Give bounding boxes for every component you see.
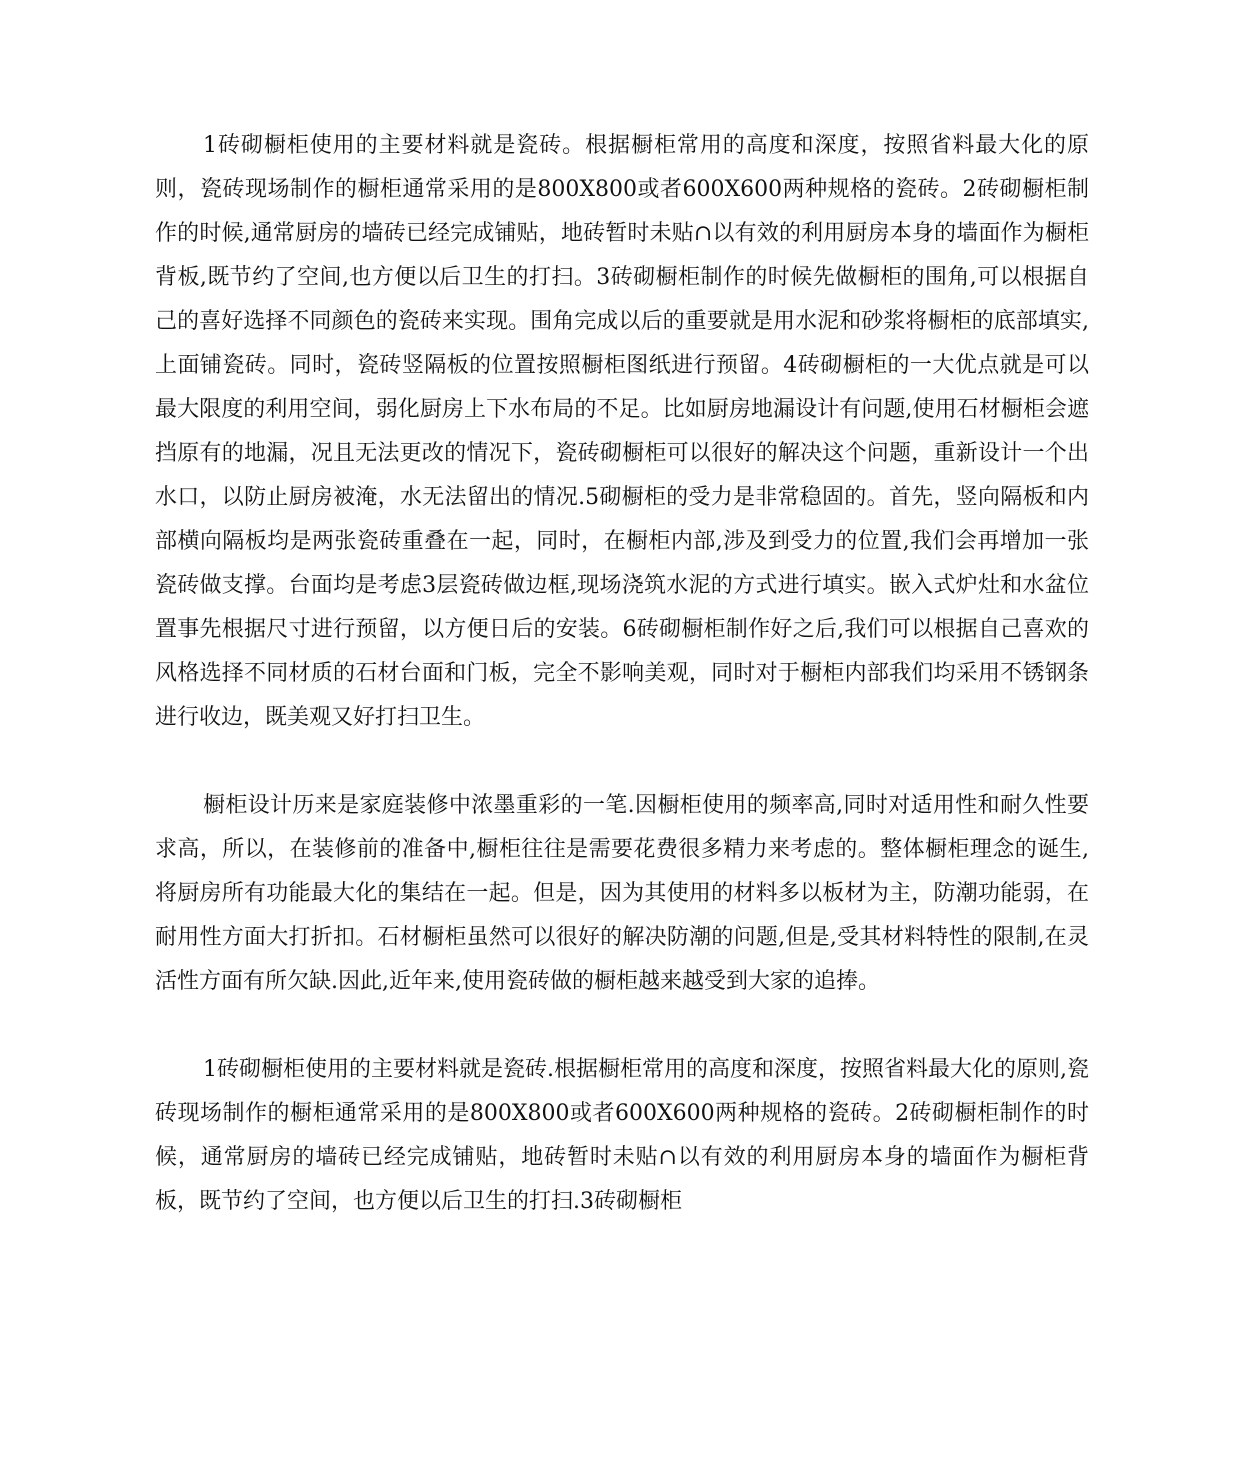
paragraph-1: 1砖砌橱柜使用的主要材料就是瓷砖。根据橱柜常用的高度和深度，按照省料最大化的原则，瓷砖现场制作的橱柜通常采用的是800X800或者600X600两种规格的瓷砖。2砖砌橱柜制作的时候,通常厨房的墙砖已经完成铺贴，地砖暂时未贴∩以有效的利用厨房本身的墙面作为橱柜背板,既节约了空间,也方便以后卫生的打扫。3砖砌橱柜制作的时候先做橱柜的围角,可以根据自己的喜好选择不同颜色的瓷砖来实现。围角完成以后的重要就是用水泥和砂浆将橱柜的底部填实,上面铺瓷砖。同时，瓷砖竖隔板的位置按照橱柜图纸进行预留。4砖砌橱柜的一大优点就是可以最大限度的利用空间，弱化厨房上下水布局的不足。比如厨房地漏设计有问题,使用石材橱柜会遮挡原有的地漏，况且无法更改的情况下，瓷砖砌橱柜可以很好的解决这个问题，重新设计一个出水口，以防止厨房被淹，水无法留出的情况.5砌橱柜的受力是非常稳固的。首先，竖向隔板和内部横向隔板均是两张瓷砖重叠在一起，同时，在橱柜内部,涉及到受力的位置,我们会再增加一张瓷砖做支撑。台面均是考虑3层瓷砖做边框,现场浇筑水泥的方式进行填实。嵌入式炉灶和水盆位置事先根据尺寸进行预留，以方便日后的安装。6砖砌橱柜制作好之后,我们可以根据自己喜欢的风格选择不同材质的石材台面和门板，完全不影响美观，同时对于橱柜内部我们均采用不锈钢条进行收边，既美观又好打扫卫生。 — [155, 133, 1089, 730]
paragraph-2: 橱柜设计历来是家庭装修中浓墨重彩的一笔.因橱柜使用的频率高,同时对适用性和耐久性要求高，所以，在装修前的准备中,橱柜往往是需要花费很多精力来考虑的。整体橱柜理念的诞生,将厨房所有功能最大化的集结在一起。但是，因为其使用的材料多以板材为主，防潮功能弱，在耐用性方面大打折扣。石材橱柜虽然可以很好的解决防潮的问题,但是,受其材料特性的限制,在灵活性方面有所欠缺.因此,近年来,使用瓷砖做的橱柜越来越受到大家的追捧。 — [155, 793, 1089, 994]
paragraph-3: 1砖砌橱柜使用的主要材料就是瓷砖.根据橱柜常用的高度和深度，按照省料最大化的原则,瓷砖现场制作的橱柜通常采用的是800X800或者600X600两种规格的瓷砖。2砖砌橱柜制作的时候，通常厨房的墙砖已经完成铺贴，地砖暂时未贴∩以有效的利用厨房本身的墙面作为橱柜背板，既节约了空间，也方便以后卫生的打扫.3砖砌橱柜 — [155, 1057, 1089, 1214]
document-body — [155, 124, 1089, 1224]
